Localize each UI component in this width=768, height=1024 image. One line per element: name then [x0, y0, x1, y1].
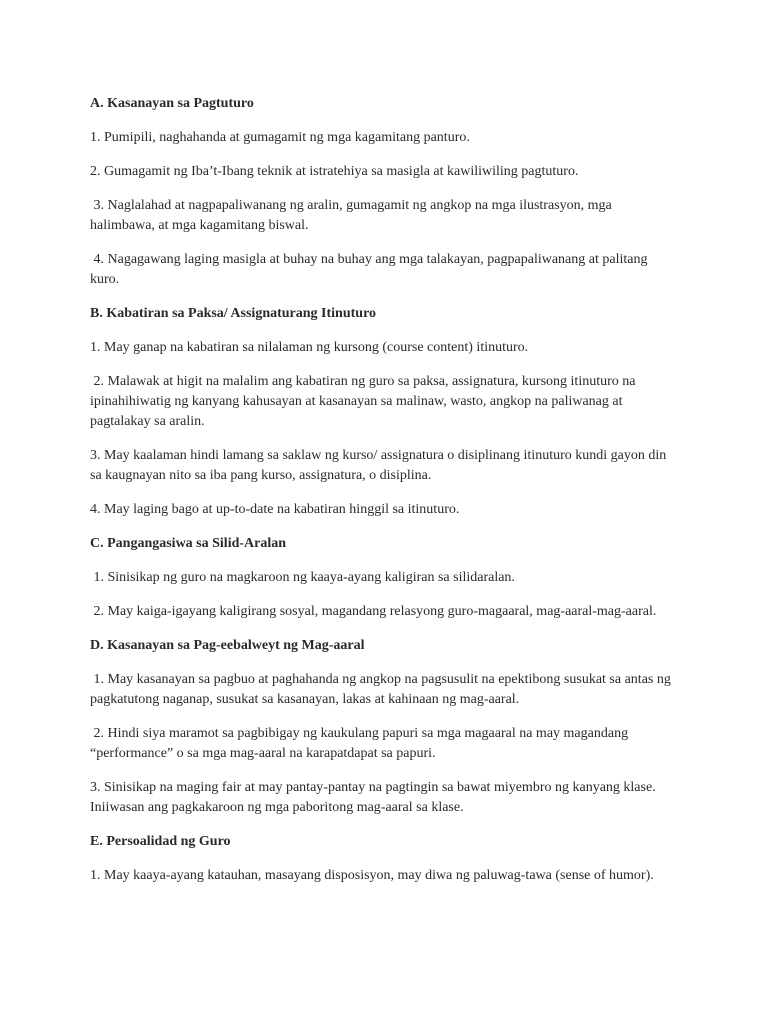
section-e — [90, 832, 680, 886]
list-item: 3. Naglalahad at nagpapaliwanang ng aralin, gumagamit ng angkop na mga ilustrasyon, mga halimbawa, at mga kagamitang biswal. — [90, 198, 616, 233]
section-b — [90, 304, 680, 520]
section-heading: A. Kasanayan sa Pagtuturo — [90, 96, 254, 111]
section-heading: E. Persoalidad ng Guro — [90, 834, 231, 849]
list-item: 3. May kaalaman hindi lamang sa saklaw ng kurso/ assignatura o disiplinang itinuturo kundi gayon din sa kaugnayan nito sa iba pang kurso, assignatura, o disiplina. — [90, 448, 670, 483]
document-page — [90, 94, 680, 900]
section-heading: C. Pangangasiwa sa Silid-Aralan — [90, 536, 287, 551]
section-c — [90, 534, 680, 622]
list-item: 1. May kaaya-ayang katauhan, masayang disposisyon, may diwa ng paluwag-tawa (sense of humor). — [90, 868, 654, 883]
list-item: 2. Malawak at higit na malalim ang kabatiran ng guro sa paksa, assignatura, kursong itinuturo na ipinahihiwatig ng kanyang kahusayan at kasanayan sa malinaw, wasto, angkop na paliwanag at pagtalakay sa aralin. — [90, 374, 639, 429]
list-item: 2. Gumagamit ng Iba’t-Ibang teknik at istratehiya sa masigla at kawiliwiling pagtuturo. — [90, 164, 579, 179]
section-a — [90, 94, 680, 290]
list-item: 4. Nagagawang laging masigla at buhay na buhay ang mga talakayan, pagpapaliwanang at palitang kuro. — [90, 252, 651, 287]
section-d — [90, 636, 680, 818]
list-item: 3. Sinisikap na maging fair at may pantay-pantay na pagtingin sa bawat miyembro ng kanyang klase. Iniiwasan ang pagkakaroon ng mga paboritong mag-aaral sa klase. — [90, 780, 660, 815]
list-item: 1. Pumipili, naghahanda at gumagamit ng mga kagamitang panturo. — [90, 130, 470, 145]
section-heading: B. Kabatiran sa Paksa/ Assignaturang Itinuturo — [90, 306, 377, 321]
list-item: 1. Sinisikap ng guro na magkaroon ng kaaya-ayang kaligiran sa silidaralan. — [90, 570, 515, 585]
list-item: 1. May kasanayan sa pagbuo at paghahanda ng angkop na pagsusulit na epektibong susukat sa antas ng pagkatutong naganap, susukat sa kasanayan, lakas at kahinaan ng mag-aaral. — [90, 672, 675, 707]
list-item: 1. May ganap na kabatiran sa nilalaman ng kursong (course content) itinuturo. — [90, 340, 529, 355]
list-item: 2. May kaiga-igayang kaligirang sosyal, magandang relasyong guro-magaaral, mag-aaral-mag-aaral. — [90, 604, 657, 619]
list-item: 4. May laging bago at up-to-date na kabatiran hinggil sa itinuturo. — [90, 502, 460, 517]
section-heading: D. Kasanayan sa Pag-eebalweyt ng Mag-aaral — [90, 638, 365, 653]
list-item: 2. Hindi siya maramot sa pagbibigay ng kaukulang papuri sa mga magaaral na may magandang “performance” o sa mga mag-aaral na karapatdapat sa papuri. — [90, 726, 632, 761]
